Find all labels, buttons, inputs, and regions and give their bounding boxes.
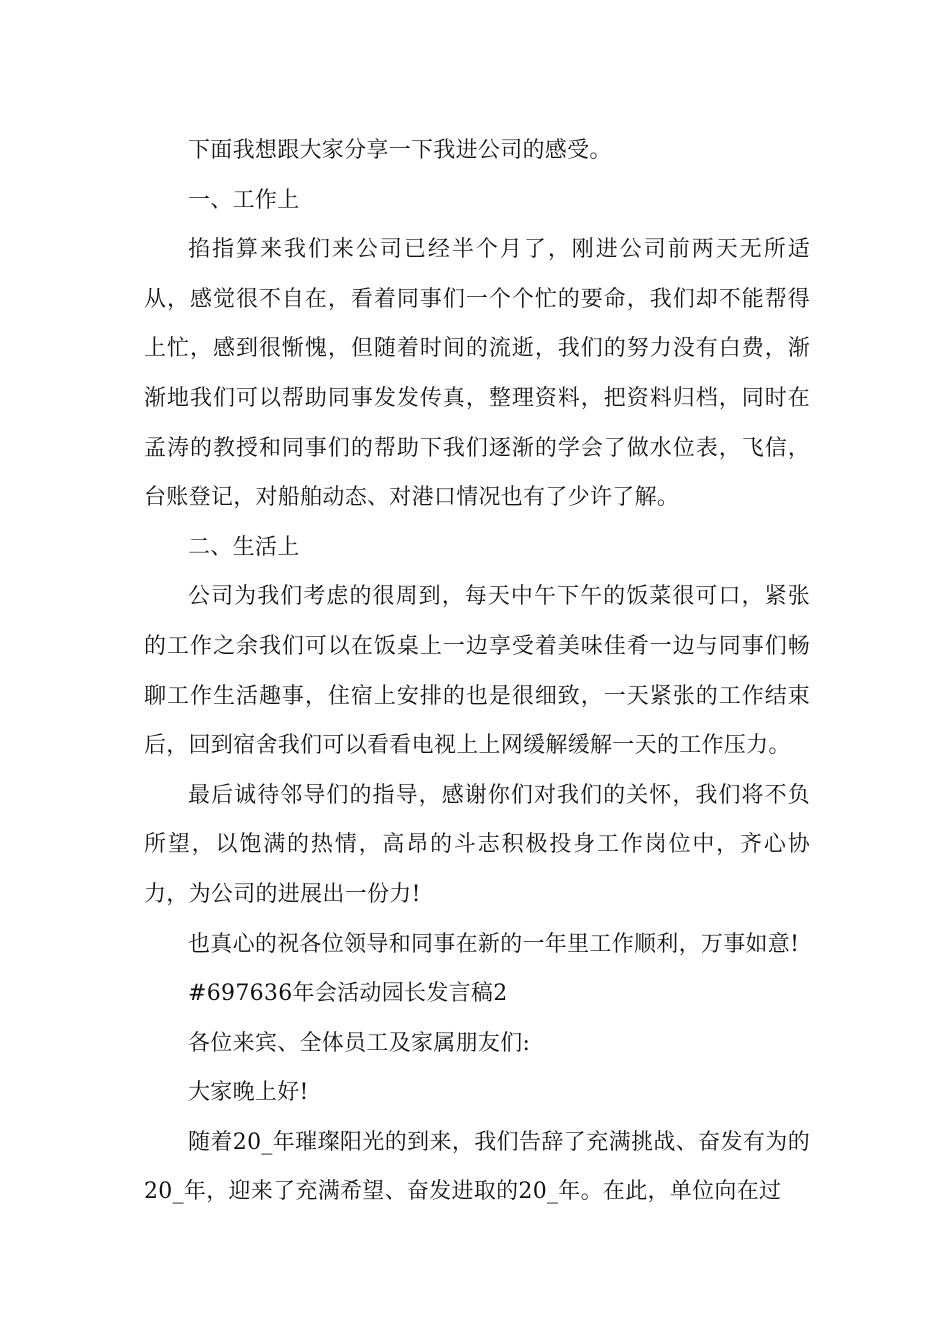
paragraph-salutation: 各位来宾、全体员工及家属朋友们: [188, 1030, 531, 1056]
paragraph-intro: 下面我想跟大家分享一下我进公司的感受。 [188, 138, 612, 163]
section-title-speech-2: #697636年会活动园长发言稿2 [188, 981, 508, 1007]
paragraph-speech-body: 随着20_年璀璨阳光的到来，我们告辞了充满挑战、奋发有为的20_年，迎来了充满希望、奋发进取的20_年。在此，单位向在过 [144, 1129, 810, 1205]
paragraph-life: 公司为我们考虑的很周到，每天中午下午的饭菜很可口，紧张的工作之余我们可以在饭桌上一边享受着美味佳肴一边与同事们畅聊工作生活趣事，住宿上安排的也是很细致，一天紧张的工作结束后，回到宿舍我们可以看看电视上上网缓解缓解一天的工作压力。 [144, 584, 810, 759]
paragraph-wishes: 也真心的祝各位领导和同事在新的一年里工作顺利，万事如意! [188, 931, 800, 957]
heading-work: 一、工作上 [188, 187, 300, 213]
document-body [144, 126, 810, 1217]
paragraph-closing: 最后诚待邻导们的指导，感谢你们对我们的关怀，我们将不负所望，以饱满的热情，高昂的斗志积极投身工作岗位中，齐心协力，为公司的进展出一份力! [144, 782, 810, 907]
paragraph-work: 掐指算来我们来公司已经半个月了，刚进公司前两天无所适从，感觉很不自在，看着同事们一个个忙的要命，我们却不能帮得上忙，感到很惭愧，但随着时间的流逝，我们的努力没有白费，渐渐地我们可以帮助同事发发传真，整理资料，把资料归档，同时在孟涛的教授和同事们的帮助下我们逐渐的学会了做水位表，飞信，台账登记，对船舶动态、对港口情况也有了少许了解。 [144, 237, 810, 511]
paragraph-greeting: 大家晚上好! [188, 1080, 309, 1106]
heading-life: 二、生活上 [188, 534, 300, 560]
